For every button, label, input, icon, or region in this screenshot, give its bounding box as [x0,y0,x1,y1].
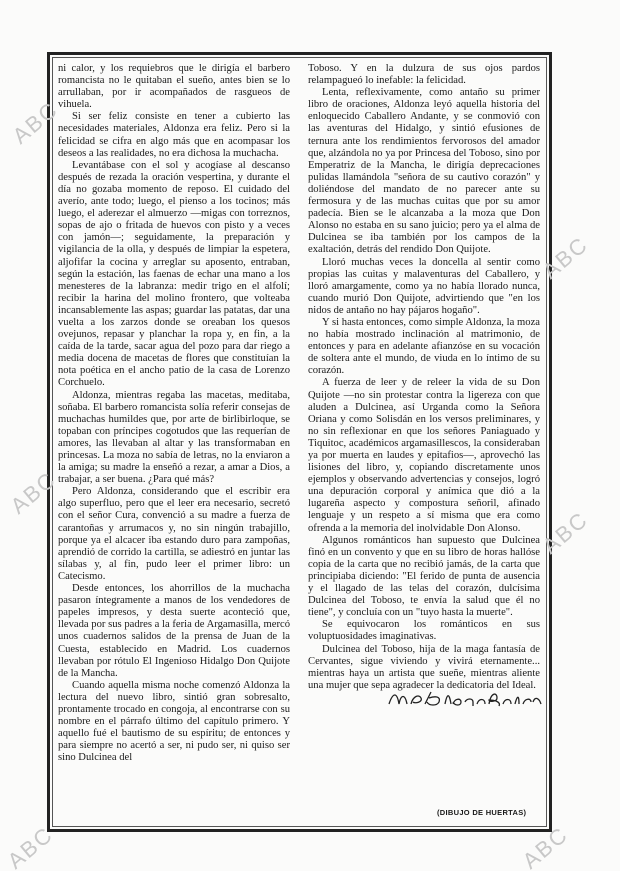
right-column [308,63,540,692]
watermark: ABC [5,466,61,519]
paragraph: Dulcinea del Toboso, hija de la maga fantasía de Cervantes, sigue viviendo y vivirá eternamente... mientras haya un artista que sueñe, mientras aliente una mujer que sepa agradecer la dedicatoria del Ideal. [308,643,540,691]
paragraph: Lenta, reflexivamente, como antaño su primer libro de oraciones, Aldonza leyó aquella historia del enloquecido Caballero Andante, y se conmovió con las aventuras del Hidalgo, y sintió efusiones de ternura ante los rendimientos fervorosos del amador que, alzándola no ya por Princesa del Toboso, sino por Emperatriz de la Mancha, le dirigía deprecaciones pulidas llamándola "señora de su cautivo corazón" y doliéndose del mandato de no parecer ante su fermosura y de las muchas cuitas que por su amor padecía. Bien se le alcanzaba a la moza que Don Alonso no estaba en su sano juicio; pero ya el alma de Dulcinea se iba también por los campos de la exaltación, detrás del rendido Don Quijote. [308,87,540,256]
paragraph: ni calor, y los requiebros que le dirigía el barbero romancista no le quitaban el sueño, antes bien se lo arrullaban, por ir acompañados de rasgueos de vihuela. [58,63,290,111]
paragraph: Toboso. Y en la dulzura de sus ojos pardos relampagueó lo inefable: la felicidad. [308,63,540,87]
paragraph: Aldonza, mientras regaba las macetas, meditaba, soñaba. El barbero romancista solía referir consejas de muchachas humildes que, por arte de birlibirloque, se topaban con príncipes cogotudos que las requerían de amores, las llevaban al altar y las transformaban en princesas. La moza no sabía de letras, no la enviaron a la amiga; su madre la enseñó a rezar, a amar a Dios, a trabajar, a ser buena. ¿Para qué más? [58,389,290,486]
paragraph: Desde entonces, los ahorrillos de la muchacha pasaron íntegramente a manos de los vendedores de papeles impresos, y desta suerte aconteció que, llevada por sus padres a la feria de Argamasilla, mercó unos cuadernos salidos de la prensa de Juan de la Cuesta, establecido en Madrid. Los cuadernos llevaban por rótulo El Ingenioso Hidalgo Don Quijote de la Mancha. [58,583,290,679]
author-signature [385,688,545,710]
paragraph: Pero Aldonza, considerando que el escribir era algo superfluo, pero que el leer era necesario, secretó con el señor Cura, convenció a su madre a fuerza de carantoñas y arrumacos y, no sin ningún trabajillo, porque ya el alcacer iba estando duro para zampoñas, aprendió de corrido la cartilla, se adiestró en juntar las sílabas y, al fin, pudo leer el primer libro: un Catecismo. [58,486,290,582]
paragraph: Lloró muchas veces la doncella al sentir como propias las cuitas y malaventuras del Caballero, y lloró amargamente, como ya no había llorado nunca, cuando murió Don Quijote, advirtiendo que "en los nidos de antaño no hay pájaros hogaño". [308,256,540,316]
watermark: ABC [537,506,593,559]
watermark: ABC [2,821,58,874]
illustration-credit: (DIBUJO DE HUERTAS) [437,808,527,817]
paragraph: Y si hasta entonces, como simple Aldonza, la moza no había mostrado inclinación al matrimonio, de entonces y para en adelante afianzóse en su vocación de soltera ante el mundo, de viuda en lo íntimo de su corazón. [308,316,540,377]
paragraph: Algunos románticos han supuesto que Dulcinea finó en un convento y que en su libro de horas hallóse copia de la carta que no recibió jamás, de la carta que principiaba diciendo: "El ferido de punta de ausencia y el llagado de las telas del corazón, dulcísima Dulcinea del Toboso, te envía la salud que él no tiene", y concluía con un "tuyo hasta la muerte". [308,534,540,619]
paragraph: Cuando aquella misma noche comenzó Aldonza la lectura del nuevo libro, sintió gran sobresalto, prontamente trocado en congoja, al encontrarse con su nombre en el párrafo último del capítulo primero. Y aquello fué el bautismo de su espíritu; de entonces y para siempre no acertó a ser, ni pudo ser, ni quiso ser sino Dulcinea del [58,679,290,764]
watermark: ABC [7,96,63,149]
watermark: ABC [537,231,593,284]
paragraph: Se equivocaron los románticos en sus voluptuosidades imaginativas. [308,619,540,643]
paragraph: Si ser feliz consiste en tener a cubierto las necesidades materiales, Aldonza era feliz. Pero si la felicidad se cifra en algo más que en acompasar los deseos a las realidades, no era dichosa la muchacha. [58,111,290,159]
watermark: ABC [517,821,573,874]
paragraph: Levantábase con el sol y acogíase al descanso después de rezada la oración vespertina, y durante el día no gozaba momento de reposo. El cuidado del averío, ante todo; luego, el pienso a los tocinos; más luego, el aderezar el almuerzo —migas con torreznos, sopas de ajo o fritada de huevos con pisto y a veces con jamón—; seguidamente, la preparación y vigilancia de la olla, y después de limpiar la espetera, aljofifar la cocina y arreglar su aposento, entraban, según la estación, las faenas de echar una mano a los menesteres de la labranza: medir trigo en el alfolí; recibir la harina del molino frontero, que volteaba incansablemente las aspas; guardar las patatas, dar una vuelta a los zarzos donde se oreaban los quesos ovejunos, repasar y planchar la ropa y, en fin, a la caída de la tarde, sacar agua del pozo para dar riego a media docena de macetas de flores que constituían la nota poética en el ancho patio de la casa de Lorenzo Corchuelo. [58,159,290,389]
left-column [58,63,290,764]
paragraph: A fuerza de leer y de releer la vida de su Don Quijote —no sin protestar contra la ligereza con que aluden a Dulcinea, así Urganda como la Señora Oriana y como Solisdán en los versos preliminares, y no sin reflexionar en que los señores Paniaguado y Tiquitoc, académicos argamasillescos, la consideraban ya por muerta en laudes y epitafios—, aprovechó las lisiones del libro, y, copiando discretamente unos ejemplos y observando advertencias y consejos, logró una depuración corporal y anímica que dió a la lugareña aspecto y compostura señoril, afinado lenguaje y un respeto a sí misma que era como ofrenda a la memoria del inolvidable Don Alonso. [308,377,540,534]
